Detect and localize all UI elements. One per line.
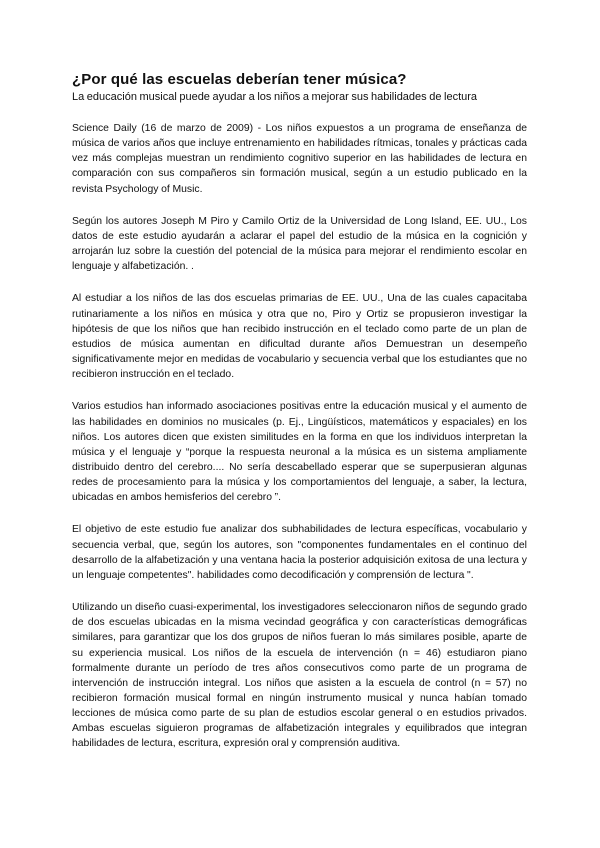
document-page xyxy=(72,70,527,769)
paragraph: Varios estudios han informado asociaciones positivas entre la educación musical y el aumento de las habilidades en dominios no musicales (p. Ej., Lingüísticos, matemáticos y espaciales) en los niños. Los autores dicen que existen similitudes en la forma en que los individuos interpretan la música y el lenguaje y “porque la respuesta neuronal a la música es un sistema ampliamente distribuido dentro del cerebro.... No sería descabellado esperar que se superpusieran algunas redes de procesamiento para la música y los comportamientos del lenguaje, a saber, la lectura, ubicadas en ambos hemisferios del cerebro ”. xyxy=(72,401,527,504)
paragraph: Science Daily (16 de marzo de 2009) - Los niños expuestos a un programa de enseñanza de música de varios años que incluye entrenamiento en habilidades rítmicas, tonales y prácticas cada vez más complejas muestran un rendimiento cognitivo superior en las habilidades de lectura en comparación con sus compañeros sin formación musical, según a un estudio publicado en la revista Psychology of Music. xyxy=(72,123,527,195)
paragraph: Según los autores Joseph M Piro y Camilo Ortiz de la Universidad de Long Island, EE. UU., Los datos de este estudio ayudarán a aclarar el papel del estudio de la música en la cognición y arrojarán luz sobre la cuestión del potencial de la música para mejorar el rendimiento escolar en lenguaje y alfabetización. . xyxy=(72,215,527,273)
document-body xyxy=(72,121,527,752)
paragraph: El objetivo de este estudio fue analizar dos subhabilidades de lectura específicas, vocabulario y secuencia verbal, que, según los autores, son "componentes fundamentales en el continuo del desarrollo de la alfabetización y una ventana hacia la posterior adquisición exitosa de una lectura y un lenguaje competentes". habilidades como decodificación y comprensión de lectura ". xyxy=(72,524,527,581)
paragraph: Al estudiar a los niños de las dos escuelas primarias de EE. UU., Una de las cuales capacitaba rutinariamente a los niños en música y otra que no, Piro y Ortiz se propusieron investigar la hipótesis de que los niños que han recibido instrucción en el teclado como parte de un plan de estudios de música aumentan en dificultad durante años Demuestran un desempeño significativamente mejor en medidas de vocabulario y secuencia verbal que los estudiantes que no recibieron instrucción en el teclado. xyxy=(72,293,527,381)
paragraph: Utilizando un diseño cuasi-experimental, los investigadores seleccionaron niños de segundo grado de dos escuelas ubicadas en la misma vecindad geográfica y con características demográficas similares, para garantizar que los dos grupos de niños fueran lo más similares posible, aparte de su experiencia musical. Los niños de la escuela de intervención (n = 46) estudiaron piano formalmente durante un período de tres años consecutivos como parte de un programa de intervención de instrucción integral. Los niños que asisten a la escuela de control (n = 57) no recibieron formación musical formal en ningún instrumento musical y nunca habían tomado lecciones de música como parte de su plan de estudios escolar general o en estudios privados. Ambas escuelas siguieron programas de alfabetización integrales y equilibrados que integran habilidades de lectura, escritura, expresión oral y comprensión auditiva. xyxy=(72,602,527,750)
document-title: ¿Por qué las escuelas deberían tener música? xyxy=(72,71,407,88)
document-subtitle: La educación musical puede ayudar a los niños a mejorar sus habilidades de lectura xyxy=(72,91,478,103)
